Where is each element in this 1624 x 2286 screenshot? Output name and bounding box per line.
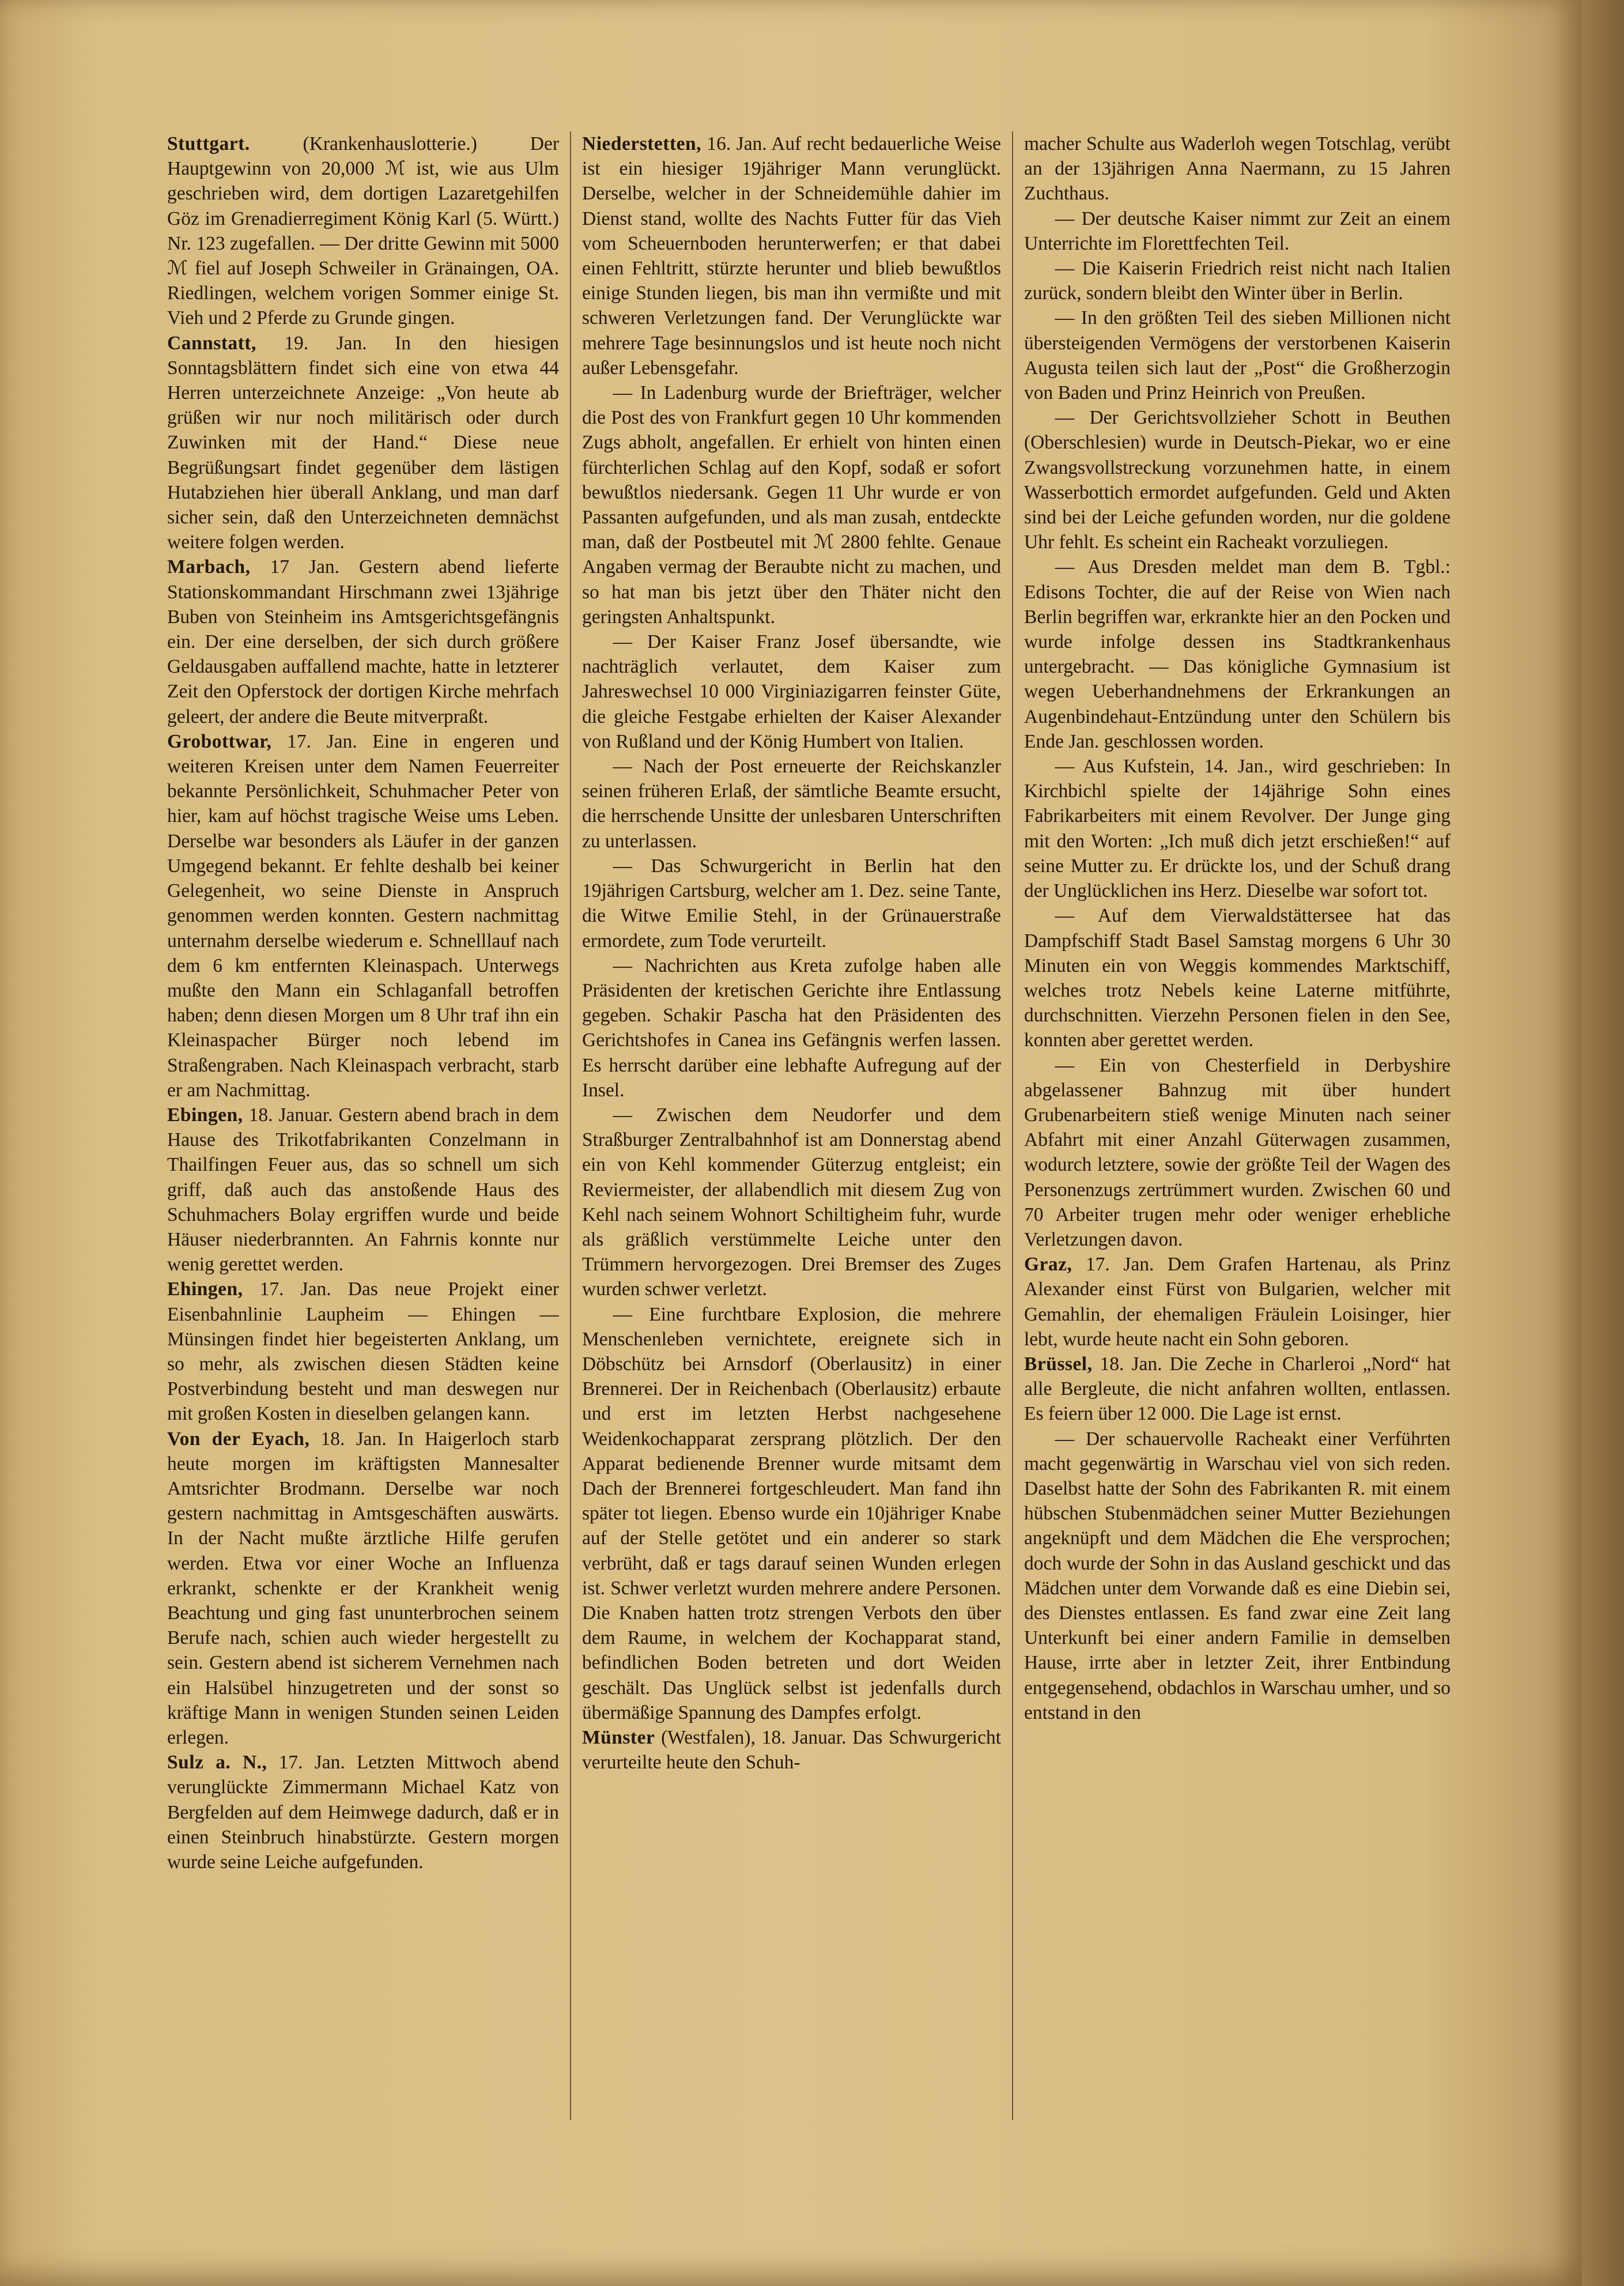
article-text: — Der schauervolle Racheakt einer Verführten macht gegenwärtig in Warschau viel von sich reden. Daselbst hatte der Sohn des Fabrikanten R. mit einem hübschen Stubenmädchen seiner Mutter Beziehungen angeknüpft und dem Mädchen die Ehe versprochen; doch wurde der Sohn in das Ausland geschickt und das Mädchen unter dem Vorwande daß es eine Diebin sei, des Dienstes entlassen. Es fand zwar eine Zeit lang Unterkunft bei einer andern Familie in demselben Hause, irrte aber in letzter Zeit, ihrer Entbindung entgegensehend, obdachlos in Warschau umher, und so entstand in den — [1024, 1428, 1451, 1723]
column-3 — [1024, 131, 1451, 2137]
dateline: Niederstetten, — [582, 133, 701, 154]
article-sulz — [167, 1750, 559, 1874]
article-bruessel — [1024, 1352, 1451, 1427]
article-text: — Aus Kufstein, 14. Jan., wird geschrieben: In Kirchbichl spielte der 14jährige Sohn eines Fabrikarbeiters mit einem Revolver. Der Junge ging mit den Worten: „Ich muß dich jetzt erschießen!“ auf seine Mutter zu. Er drückte los, und der Schuß drang der Unglücklichen ins Herz. Dieselbe war sofort tot. — [1024, 756, 1451, 902]
article-text: 17 Jan. Gestern abend lieferte Stationskommandant Hirschmann zwei 13jährige Buben von Steinheim ins Amtsgerichtsgefängnis ein. Der eine derselben, der sich durch größere Geldausgaben auffallend machte, hatte in letzterer Zeit den Opferstock der dortigen Kirche mehrfach geleert, der andere die Beute mitverpraßt. — [167, 556, 559, 727]
article-text: 19. Jan. In den hiesigen Sonntagsblättern findet sich eine von etwa 44 Herren unterzeichnete Anzeige: „Von heute ab grüßen wir nur noch militärisch oder durch Zuwinken mit der Hand.“ Diese neue Begrüßungsart findet gegenüber dem lästigen Hutabziehen hier überall Anklang, und man darf sicher sein, daß den Unterzeichneten demnächst weitere folgen werden. — [167, 332, 559, 553]
article-text: — Ein von Chesterfield in Derbyshire abgelassener Bahnzug mit über hundert Grubenarbeitern stieß wenige Minuten nach seiner Abfahrt mit einer Anzahl Güterwagen zusammen, wodurch letztere, sowie der größte Teil der Wagen des Personenzugs zertrümmert wurden. Zwischen 60 und 70 Arbeiter trugen mehr oder weniger erhebliche Verletzungen davon. — [1024, 1054, 1451, 1250]
article-text: 17. Jan. Letzten Mittwoch abend verunglückte Zimmermann Michael Katz von Bergfelden auf dem Heimwege dadurch, daß er in einen Steinbruch hinabstürzte. Gestern morgen wurde seine Leiche aufgefunden. — [167, 1752, 559, 1873]
column-2 — [582, 131, 1001, 2137]
article-text: — Der deutsche Kaiser nimmt zur Zeit an einem Unterrichte im Florettfechten Teil. — [1024, 208, 1451, 254]
article-von-der-eyach — [167, 1427, 559, 1751]
article-kaiserin-augusta — [1024, 305, 1451, 405]
dateline: Grobottwar, — [167, 730, 272, 752]
article-text: — In den größten Teil des sieben Millionen nicht übersteigenden Vermögens der verstorbenen Kaiserin Augusta teilen sich laut der „Post“ die Großherzogin von Baden und Prinz Heinrich von Preußen. — [1024, 307, 1451, 404]
article-ehingen — [167, 1277, 559, 1426]
news-columns — [167, 131, 1452, 2137]
article-explosion — [582, 1302, 1001, 1725]
article-text: 16. Jan. Auf recht bedauerliche Weise ist ein hiesiger 19jähriger Mann verunglückt. Derselbe, welcher in der Schneidemühle dahier im Dienst stand, wollte des Nachts Futter für das Vieh vom Scheuernboden herunterwerfen; er that dabei einen Fehltritt, stürzte herunter und blieb bewußtlos einige Stunden liegen, bis man ihn vermißte und mit schweren Verletzungen fand. Der Verunglückte war mehrere Tage besinnungslos und ist heute noch nicht außer Lebensgefahr. — [582, 133, 1001, 379]
article-kufstein — [1024, 754, 1451, 903]
article-text: — Nachrichten aus Kreta zufolge haben alle Präsidenten der kretischen Gerichte ihre Entlassung gegeben. Schakir Pascha hat den Präsidenten des Gerichtshofes in Canea ins Gefängnis werfen lassen. Es herrscht darüber eine lebhafte Aufregung auf der Insel. — [582, 955, 1001, 1101]
article-dresden — [1024, 554, 1451, 754]
article-stuttgart — [167, 131, 559, 331]
column-rule — [1012, 131, 1013, 2120]
article-text: — Eine furchtbare Explosion, die mehrere Menschenleben vernichtete, ereignete sich in Döbschütz bei Arnsdorf (Oberlausitz) in einer Brennerei. Der in Reichenbach (Oberlausitz) erbaute und erst im letzten Herbst nachgesehene Weidenkochapparat zersprang plötzlich. Der den Apparat bedienende Brenner wurde mitsamt dem Dach der Brennerei fortgeschleudert. Man fand ihn später tot liegen. Ebenso wurde ein 10jähriger Knabe auf der Stelle getötet und ein anderer so stark verbrüht, daß er tags darauf seinen Wunden erlegen ist. Schwer verletzt wurden mehrere andere Personen. Die Knaben hatten trotz strengen Verbots den über dem Raume, in welchem der Kochapparat stand, befindlichen Boden betreten und dort Weiden geschält. Das Unglück selbst ist jedenfalls durch übermäßige Spannung des Dampfes erfolgt. — [582, 1303, 1001, 1723]
article-graz — [1024, 1252, 1451, 1352]
article-text: — Aus Dresden meldet man dem B. Tgbl.: Edisons Tochter, die auf der Reise von Wien nach Berlin begriffen war, erkrankte hier an den Pocken und wurde infolge dessen ins Stadtkrankenhaus untergebracht. — Das königliche Gymnasium ist wegen Ueberhandnehmens der Erkrankungen an Augenbindehaut-Entzündung unter den Schülern bis Ende Jan. geschlossen worden. — [1024, 556, 1451, 752]
article-text: — Auf dem Vierwaldstättersee hat das Dampfschiff Stadt Basel Samstag morgens 6 Uhr 30 Minuten ein von Weggis kommendes Marktschiff, welches trotz Nebels keine Laterne mitführte, durchschnitten. Vierzehn Personen fielen in den See, konnten aber gerettet werden. — [1024, 905, 1451, 1051]
article-muenster — [582, 1725, 1001, 1775]
article-text: (Westfalen), 18. Januar. Das Schwurgericht verurteilte heute den Schuh- — [582, 1727, 1001, 1774]
dateline: Von der Eyach, — [167, 1428, 310, 1450]
article-text: (Krankenhauslotterie.) Der Hauptgewinn von 20,000 ℳ ist, wie aus Ulm geschrieben wird, dem dortigen Lazaretgehilfen Göz im Grenadierregiment König Karl (5. Württ.) Nr. 123 zugefallen. — Der dritte Gewinn mit 5000 ℳ fiel auf Joseph Schweiler in Gränaingen, OA. Riedlingen, welchem vorigen Sommer einige St. Vieh und 2 Pferde zu Grunde gingen. — [167, 133, 559, 329]
article-niederstetten — [582, 131, 1001, 380]
column-1 — [167, 131, 559, 2137]
dateline: Brüssel, — [1024, 1353, 1093, 1375]
article-strassburg — [582, 1103, 1001, 1302]
article-cannstatt — [167, 331, 559, 555]
article-vierwaldstaettersee — [1024, 903, 1451, 1053]
article-kaiserin-friedrich — [1024, 256, 1451, 305]
dateline: Ebingen, — [167, 1104, 243, 1126]
article-warschau — [1024, 1427, 1451, 1725]
article-schwurgericht-berlin — [582, 854, 1001, 953]
article-chesterfield — [1024, 1053, 1451, 1253]
article-ebingen — [167, 1103, 559, 1277]
article-reichskanzler — [582, 754, 1001, 854]
dateline: Stuttgart. — [167, 133, 250, 154]
dateline: Münster — [582, 1727, 655, 1748]
article-text: 18. Januar. Gestern abend brach in dem Hause des Trikotfabrikanten Conzelmann in Thailfingen Feuer aus, das so schnell um sich griff, daß auch das anstoßende Haus des Schuhmachers Bolay ergriffen wurde und beide Häuser niederbrannten. An Fahrnis konnte nur wenig gerettet werden. — [167, 1104, 559, 1276]
article-text: 17. Jan. Das neue Projekt einer Eisenbahnlinie Laupheim — Ehingen — Münsingen findet hier begeisterten Anklang, um so mehr, als zwischen diesen Städten keine Postverbindung besteht und man deswegen nur mit großen Kosten in dieselben gelangen kann. — [167, 1278, 559, 1425]
article-marbach — [167, 554, 559, 729]
article-text: — Der Gerichtsvollzieher Schott in Beuthen (Oberschlesien) wurde in Deutsch-Piekar, wo er eine Zwangsvollstreckung vorzunehmen hatte, in einem Wasserbottich ermordet aufgefunden. Geld und Akten sind bei der Leiche gefunden worden, nur die goldene Uhr fehlt. Es scheint ein Racheakt vorzuliegen. — [1024, 407, 1451, 553]
dateline: Ehingen, — [167, 1278, 243, 1300]
article-gerichtsvollzieher — [1024, 405, 1451, 554]
column-rule — [570, 131, 571, 2120]
dateline: Graz, — [1024, 1254, 1072, 1276]
article-kaiser-franz-josef — [582, 629, 1001, 754]
article-text: 18. Jan. Die Zeche in Charleroi „Nord“ hat alle Bergleute, die nicht anfahren wollten, entlassen. Es feiern über 12 000. Die Lage ist ernst. — [1024, 1353, 1451, 1425]
article-text: — Das Schwurgericht in Berlin hat den 19jährigen Cartsburg, welcher am 1. Dez. seine Tante, die Witwe Emilie Stehl, in der Grünauerstraße ermordete, zum Tode verurteilt. — [582, 855, 1001, 952]
article-kaiser-florett — [1024, 206, 1451, 256]
article-muenster-cont — [1024, 131, 1451, 206]
article-text: 18. Jan. In Haigerloch starb heute morgen im kräftigsten Mannesalter Amtsrichter Brodmann. Derselbe war noch gestern nachmittag in Amtsgeschäften auswärts. In der Nacht mußte ärztliche Hilfe gerufen werden. Etwa vor einer Woche an Influenza erkrankt, schenkte er der Krankheit wenig Beachtung und ging fast ununterbrochen seinem Berufe nach, schien auch wieder hergestellt zu sein. Gestern abend ist sicherem Vernehmen nach ein Halsübel hinzugetreten und der sonst so kräftige Mann in wenigen Stunden seinen Leiden erlegen. — [167, 1428, 559, 1748]
page-edge — [1582, 0, 1624, 2286]
article-text: — In Ladenburg wurde der Briefträger, welcher die Post des von Frankfurt gegen 10 Uhr kommenden Zugs abholt, angefallen. Er erhielt von hinten einen fürchterlichen Schlag auf den Kopf, sodaß er sofort bewußtlos niedersank. Gegen 11 Uhr wurde er von Passanten aufgefunden, und als man zusah, entdeckte man, daß der Postbeutel mit ℳ 2800 fehlte. Genaue Angaben vermag der Beraubte nicht zu machen, und so hat man bis jetzt über den Thäter nicht den geringsten Anhaltspunkt. — [582, 382, 1001, 628]
article-ladenburg — [582, 380, 1001, 629]
article-text: 17. Jan. Eine in engeren und weiteren Kreisen unter dem Namen Feuerreiter bekannte Persönlichkeit, Schuhmacher Peter von hier, kam auf höchst tragische Weise ums Leben. Derselbe war besonders als Läufer in der ganzen Umgegend bekannt. Er fehlte deshalb bei keiner Gelegenheit, wo seine Dienste in Anspruch genommen werden konnten. Gestern nachmittag unternahm derselbe wiederum e. Schnelllauf nach dem 6 km entfernten Kleinaspach. Unterwegs mußte den Mann ein Schlaganfall betroffen haben; denn diesen Morgen um 8 Uhr traf ihn ein Kleinaspacher Bürger noch lebend im Straßengraben. Nach Kleinaspach verbracht, starb er am Nachmittag. — [167, 730, 559, 1101]
dateline: Sulz a. N., — [167, 1752, 267, 1774]
article-kreta — [582, 953, 1001, 1103]
article-text: macher Schulte aus Waderloh wegen Totschlag, verübt an der 13jährigen Anna Naermann, zu 15 Jahren Zuchthaus. — [1024, 133, 1451, 205]
article-text: — Der Kaiser Franz Josef übersandte, wie nachträglich verlautet, dem Kaiser zum Jahreswechsel 10 000 Virginiazigarren feinster Güte, die gleiche Festgabe erhielten der Kaiser Alexander von Rußland und der König Humbert von Italien. — [582, 631, 1001, 752]
dateline: Cannstatt, — [167, 332, 256, 354]
article-text: — Nach der Post erneuerte der Reichskanzler seinen früheren Erlaß, der sämtliche Beamte ersucht, die herrschende Unsitte der unlesbaren Unterschriften zu unterlassen. — [582, 756, 1001, 852]
article-text: — Die Kaiserin Friedrich reist nicht nach Italien zurück, sondern bleibt den Winter über in Berlin. — [1024, 258, 1451, 304]
dateline: Marbach, — [167, 556, 251, 578]
article-grobottwar — [167, 729, 559, 1103]
article-text: 17. Jan. Dem Grafen Hartenau, als Prinz Alexander einst Fürst von Bulgarien, welcher mit Gemahlin, der ehemaligen Fräulein Loisinger, hier lebt, wurde heute nacht ein Sohn geboren. — [1024, 1254, 1451, 1350]
article-text: — Zwischen dem Neudorfer und dem Straßburger Zentralbahnhof ist am Donnerstag abend ein von Kehl kommender Güterzug entgleist; ein Reviermeister, der allabendlich mit diesem Zug von Kehl nach seinem Wohnort Schiltigheim fuhr, wurde als gräßlich verstümmelte Leiche unter den Trümmern hervorgezogen. Drei Bremser des Zuges wurden schwer verletzt. — [582, 1104, 1001, 1300]
